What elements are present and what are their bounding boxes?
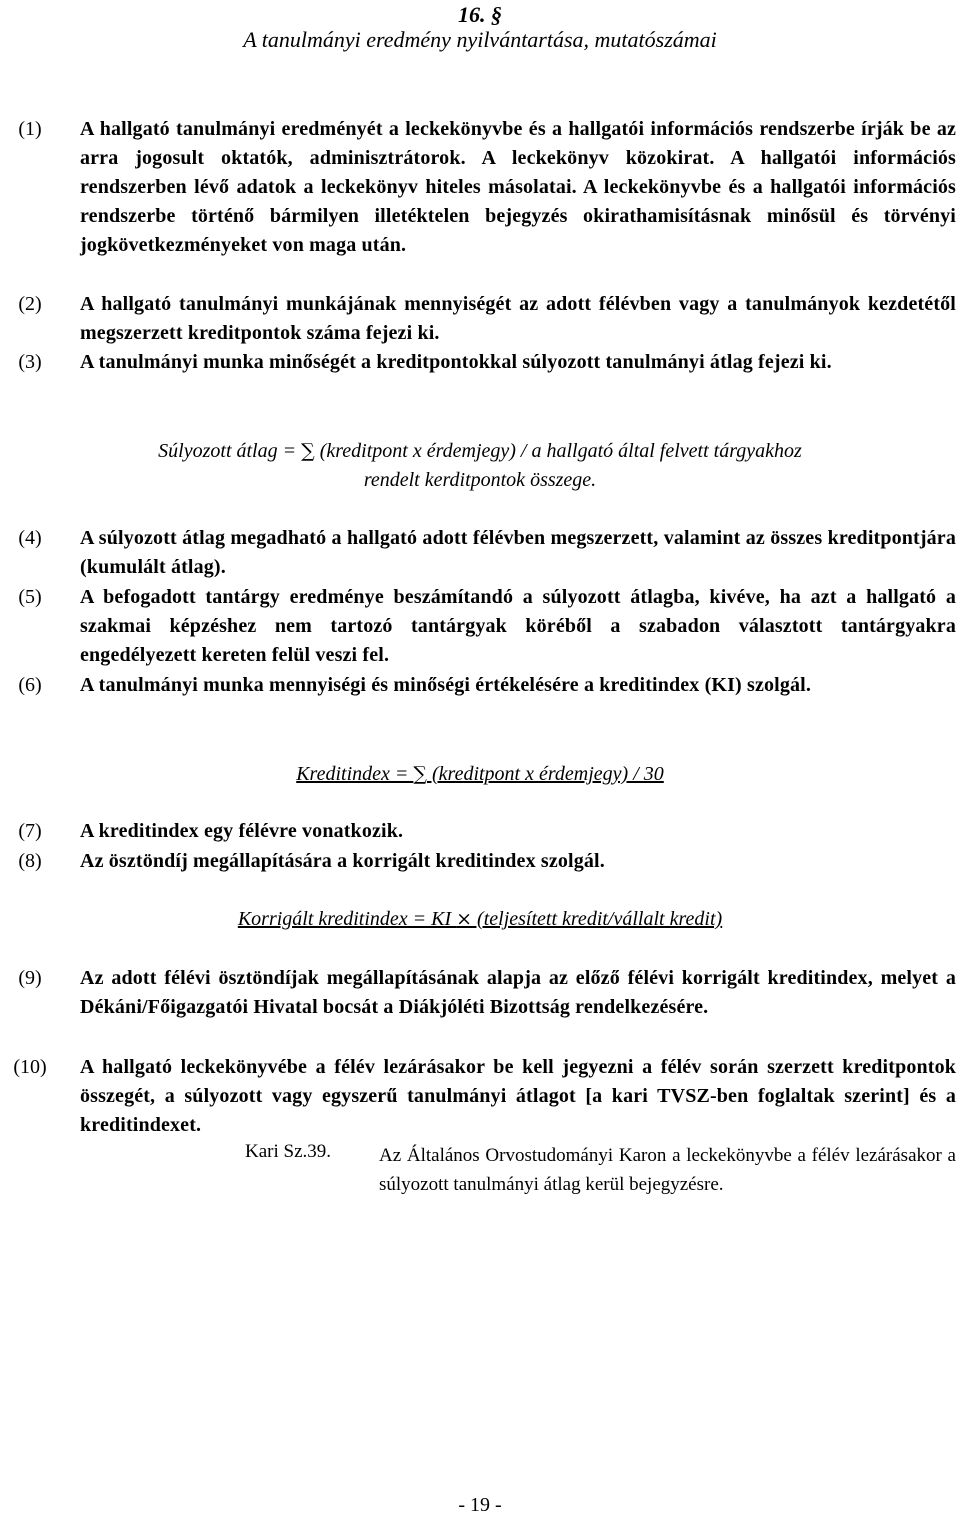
paragraph-text: A befogadott tantárgy eredménye beszámítandó a súlyozott átlagba, kivéve, ha azt a hallgató a szakmai képzéshez nem tartozó tantárgyak köréből a szabadon választott tantárgyakra engedélyezett kereten felül veszi fel. (80, 586, 956, 666)
faculty-rule-text: Az Általános Orvostudományi Karon a leckekönyvbe a félév lezárásakor a súlyozott tanulmányi átlag kerül bejegyzésre. (379, 1145, 956, 1195)
paragraph-text: A kreditindex egy félévre vonatkozik. (80, 820, 404, 842)
paragraph-number: (1) (18, 118, 42, 140)
paragraph-text: A hallgató tanulmányi eredményét a leckekönyvbe és a hallgatói információs rendszerbe írják be az arra jogosult oktatók, adminisztrátorok. A leckekönyv közokirat. A hallgatói információs rendszerben lévő adatok a leckekönyv hiteles másolatai. A leckekönyvbe és a hallgatói információs rendszerbe történő bármilyen illetéktelen bejegyzés okirathamisításnak minősül és törvényi jogkövetkezményeket von maga után. (80, 118, 956, 256)
paragraph-text: A súlyozott átlag megadható a hallgató adott félévben megszerzett, valamint az összes kreditpontjára (kumulált átlag). (80, 527, 956, 578)
paragraph-number: (7) (18, 820, 42, 842)
paragraph-number: (3) (18, 351, 42, 373)
paragraph-text: A tanulmányi munka mennyiségi és minőségi értékelésére a kreditindex (KI) szolgál. (80, 674, 811, 696)
paragraph-number: (2) (18, 293, 42, 315)
kreditindex-formula: Kreditindex = ∑ (kreditpont x érdemjegy) / 30 (296, 763, 664, 785)
paragraph-number: (4) (18, 527, 42, 549)
times-symbol: × (456, 908, 473, 930)
sigma-symbol: ∑ (301, 440, 315, 462)
paragraph-text: A tanulmányi munka minőségét a kreditpontokkal súlyozott tanulmányi átlag fejezi ki. (80, 351, 832, 373)
sigma-symbol: ∑ (413, 763, 427, 785)
paragraph-text: A hallgató tanulmányi munkájának mennyiségét az adott félévben vagy a tanulmányok kezdetétől megszerzett kreditpontok száma fejezi ki. (80, 293, 956, 344)
weighted-average-formula: Súlyozott átlag = ∑ (kreditpont x érdemjegy) / a hallgató által felvett tárgyakhoz rendelt kerditpontok összege. (158, 440, 802, 491)
faculty-rule-label: Kari Sz.39. (245, 1141, 332, 1162)
paragraph-number: (10) (13, 1056, 47, 1078)
paragraph-number: (8) (18, 850, 42, 872)
section-title: A tanulmányi eredmény nyilvántartása, mutatószámai (243, 27, 717, 52)
paragraph-number: (6) (18, 674, 42, 696)
paragraph-text: Az adott félévi ösztöndíjak megállapításának alapja az előző félévi korrigált kreditindex, melyet a Dékáni/Főigazgatói Hivatal bocsát a Diákjóléti Bizottság rendelkezésére. (80, 967, 956, 1018)
korrigalt-kreditindex-formula: Korrigált kreditindex = KI × (teljesített kredit/vállalt kredit) (237, 908, 723, 930)
paragraph-text: Az ösztöndíj megállapítására a korrigált kreditindex szolgál. (80, 850, 605, 872)
paragraph-number: (5) (18, 586, 42, 608)
paragraph-number: (9) (18, 967, 42, 989)
page-number: - 19 - (458, 1494, 502, 1516)
paragraph-text: A hallgató leckekönyvébe a félév lezárásakor be kell jegyezni a félév során szerzett kreditpontok összegét, a súlyozott vagy egyszerű tanulmányi átlagot [a kari TVSZ-ben foglaltak szerint] és a kreditindexet. (80, 1056, 956, 1136)
section-number: 16. § (458, 2, 502, 27)
